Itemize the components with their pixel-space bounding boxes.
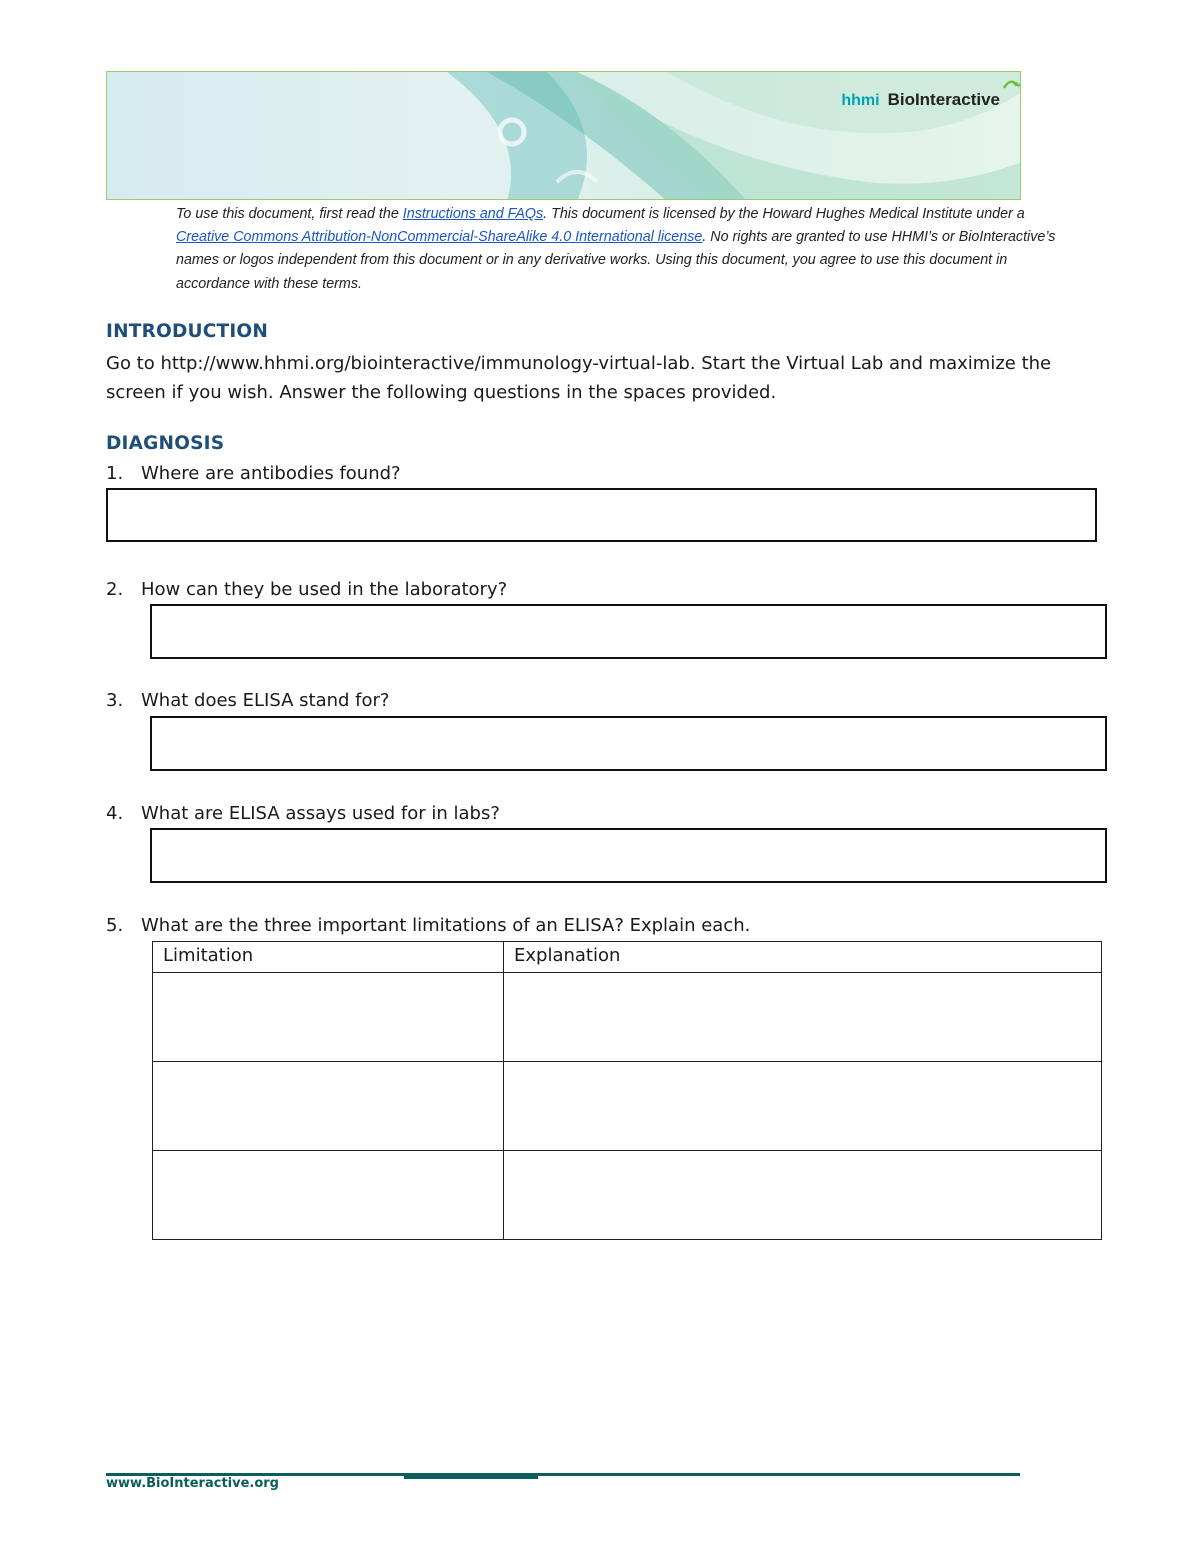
hhmi-biointeractive-logo (841, 90, 1000, 110)
table-row (153, 1151, 1102, 1240)
instructions-faqs-link[interactable]: Instructions and FAQs (402, 206, 544, 222)
question-2-number: 2. (106, 579, 124, 600)
introduction-heading: INTRODUCTION (106, 321, 269, 342)
logo-brand-text: BioInteractive (887, 90, 1000, 109)
answer-box-3[interactable] (150, 716, 1107, 771)
footer-divider-accent (404, 1476, 538, 1479)
table-header-row (153, 942, 1102, 973)
limitation-cell[interactable] (153, 1062, 504, 1151)
question-5-text: What are the three important limitations of an ELISA? Explain each. (141, 915, 751, 936)
question-1-number: 1. (106, 463, 124, 484)
license-text-3: . No rights are granted to use HHMI’s or BioInteractive’s names or logos independent from this document or in any derivative works. Using this document, you agree to use this document in accordance with these terms. (176, 229, 1056, 292)
question-4 (106, 803, 500, 824)
question-1-text: Where are antibodies found? (141, 463, 401, 484)
explanation-cell[interactable] (504, 1151, 1102, 1240)
question-4-text: What are ELISA assays used for in labs? (141, 803, 500, 824)
limitation-column-header: Limitation (153, 942, 504, 973)
answer-box-1[interactable] (106, 488, 1097, 542)
question-5 (106, 915, 750, 936)
answer-box-2[interactable] (150, 604, 1107, 659)
table-row (153, 973, 1102, 1062)
limitations-table (152, 941, 1102, 1240)
footer-url[interactable]: www.BioInteractive.org (106, 1476, 279, 1491)
limitation-cell[interactable] (153, 1151, 504, 1240)
explanation-cell[interactable] (504, 973, 1102, 1062)
question-3-text: What does ELISA stand for? (141, 690, 390, 711)
answer-box-4[interactable] (150, 828, 1107, 883)
table-row (153, 1062, 1102, 1151)
question-3 (106, 690, 389, 711)
explanation-cell[interactable] (504, 1062, 1102, 1151)
question-5-number: 5. (106, 915, 124, 936)
creative-commons-link[interactable]: Creative Commons Attribution-NonCommercial-ShareAlike 4.0 International license (176, 229, 703, 246)
header-banner (106, 71, 1021, 200)
question-2-text: How can they be used in the laboratory? (141, 579, 508, 600)
limitation-cell[interactable] (153, 973, 504, 1062)
license-notice (176, 203, 1066, 296)
introduction-body: Go to http://www.hhmi.org/biointeractive/immunology-virtual-lab. Start the Virtual Lab and maximize the screen if you wish. Answer the following questions in the spaces provided. (106, 353, 1052, 403)
question-4-number: 4. (106, 803, 124, 824)
diagnosis-heading: DIAGNOSIS (106, 433, 225, 454)
license-text-1: To use this document, first read the (176, 206, 403, 222)
logo-hhmi-text: hhmi (841, 92, 880, 109)
question-1 (106, 463, 401, 484)
explanation-column-header: Explanation (504, 942, 1102, 973)
license-text-2: . This document is licensed by the Howard Hughes Medical Institute under a (543, 206, 1025, 222)
question-3-number: 3. (106, 690, 124, 711)
question-2 (106, 579, 507, 600)
